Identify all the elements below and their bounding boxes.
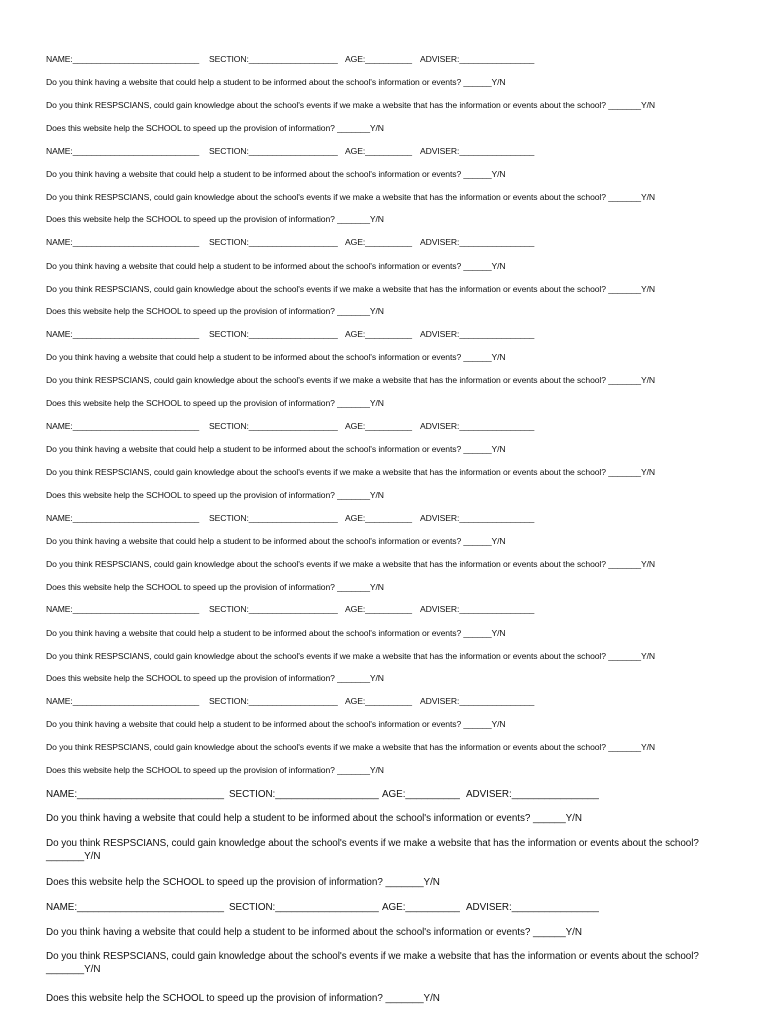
section-field[interactable]: SECTION:___________________ [209, 237, 338, 247]
section-field[interactable]: SECTION:___________________ [209, 604, 338, 614]
question-3: Does this website help the SCHOOL to speed up the provision of information? _______Y/N [46, 214, 384, 224]
section-field[interactable]: SECTION:___________________ [229, 789, 379, 800]
adviser-field[interactable]: ADVISER:________________ [420, 696, 535, 706]
question-3: Does this website help the SCHOOL to speed up the provision of information? _______Y/N [46, 993, 440, 1004]
age-field[interactable]: AGE:__________ [345, 329, 412, 339]
question-2: Do you think RESPSCIANS, could gain knowledge about the school's events if we make a website that has the information or events about the school? _______Y/N [46, 651, 655, 661]
question-3: Does this website help the SCHOOL to speed up the provision of information? _______Y/N [46, 673, 384, 683]
section-field[interactable]: SECTION:___________________ [209, 513, 338, 523]
name-field[interactable]: NAME:___________________________ [46, 513, 200, 523]
section-field[interactable]: SECTION:___________________ [209, 696, 338, 706]
adviser-field[interactable]: ADVISER:________________ [420, 329, 535, 339]
adviser-field[interactable]: ADVISER:________________ [420, 237, 535, 247]
question-1: Do you think having a website that could help a student to be informed about the school's information or events? ______Y/N [46, 169, 506, 179]
section-field[interactable]: SECTION:___________________ [209, 421, 338, 431]
adviser-field[interactable]: ADVISER:________________ [420, 421, 535, 431]
age-field[interactable]: AGE:__________ [345, 237, 412, 247]
question-3: Does this website help the SCHOOL to speed up the provision of information? _______Y/N [46, 306, 384, 316]
section-field[interactable]: SECTION:___________________ [229, 902, 379, 913]
question-3: Does this website help the SCHOOL to speed up the provision of information? _______Y/N [46, 490, 384, 500]
question-2: Do you think RESPSCIANS, could gain knowledge about the school's events if we make a website that has the information or events about the school? _______Y/N [46, 742, 655, 752]
question-1: Do you think having a website that could help a student to be informed about the school's information or events? ______Y/N [46, 352, 506, 362]
question-3: Does this website help the SCHOOL to speed up the provision of information? _______Y/N [46, 765, 384, 775]
name-field[interactable]: NAME:___________________________ [46, 789, 224, 800]
name-field[interactable]: NAME:___________________________ [46, 902, 224, 913]
name-field[interactable]: NAME:___________________________ [46, 696, 200, 706]
question-1: Do you think having a website that could help a student to be informed about the school's information or events? ______Y/N [46, 927, 582, 938]
age-field[interactable]: AGE:__________ [345, 604, 412, 614]
age-field[interactable]: AGE:__________ [345, 146, 412, 156]
age-field[interactable]: AGE:__________ [345, 54, 412, 64]
name-field[interactable]: NAME:___________________________ [46, 146, 200, 156]
question-3: Does this website help the SCHOOL to speed up the provision of information? _______Y/N [46, 877, 440, 888]
section-field[interactable]: SECTION:___________________ [209, 329, 338, 339]
name-field[interactable]: NAME:___________________________ [46, 54, 200, 64]
question-3: Does this website help the SCHOOL to speed up the provision of information? _______Y/N [46, 123, 384, 133]
adviser-field[interactable]: ADVISER:________________ [420, 513, 535, 523]
age-field[interactable]: AGE:__________ [345, 421, 412, 431]
question-2: Do you think RESPSCIANS, could gain knowledge about the school's events if we make a website that has the information or events about the school? _______Y/N [46, 284, 655, 294]
question-2: Do you think RESPSCIANS, could gain knowledge about the school's events if we make a website that has the information or events about the school? _______Y/N [46, 375, 655, 385]
question-1: Do you think having a website that could help a student to be informed about the school's information or events? ______Y/N [46, 813, 582, 824]
question-1: Do you think having a website that could help a student to be informed about the school's information or events? ______Y/N [46, 628, 506, 638]
section-field[interactable]: SECTION:___________________ [209, 146, 338, 156]
age-field[interactable]: AGE:__________ [345, 513, 412, 523]
age-field[interactable]: AGE:__________ [382, 902, 460, 913]
adviser-field[interactable]: ADVISER:________________ [466, 789, 599, 800]
age-field[interactable]: AGE:__________ [345, 696, 412, 706]
name-field[interactable]: NAME:___________________________ [46, 329, 200, 339]
question-2: Do you think RESPSCIANS, could gain knowledge about the school's events if we make a website that has the information or events about the school? _______Y/N [46, 838, 699, 862]
age-field[interactable]: AGE:__________ [382, 789, 460, 800]
question-2: Do you think RESPSCIANS, could gain knowledge about the school's events if we make a website that has the information or events about the school? _______Y/N [46, 559, 655, 569]
question-1: Do you think having a website that could help a student to be informed about the school's information or events? ______Y/N [46, 444, 506, 454]
section-field[interactable]: SECTION:___________________ [209, 54, 338, 64]
name-field[interactable]: NAME:___________________________ [46, 421, 200, 431]
question-2: Do you think RESPSCIANS, could gain knowledge about the school's events if we make a website that has the information or events about the school? _______Y/N [46, 467, 655, 477]
question-1: Do you think having a website that could help a student to be informed about the school's information or events? ______Y/N [46, 77, 506, 87]
question-1: Do you think having a website that could help a student to be informed about the school's information or events? ______Y/N [46, 719, 506, 729]
name-field[interactable]: NAME:___________________________ [46, 237, 200, 247]
question-1: Do you think having a website that could help a student to be informed about the school's information or events? ______Y/N [46, 536, 506, 546]
question-2: Do you think RESPSCIANS, could gain knowledge about the school's events if we make a website that has the information or events about the school? _______Y/N [46, 192, 655, 202]
question-2: Do you think RESPSCIANS, could gain knowledge about the school's events if we make a website that has the information or events about the school? _______Y/N [46, 100, 655, 110]
name-field[interactable]: NAME:___________________________ [46, 604, 200, 614]
question-2: Do you think RESPSCIANS, could gain knowledge about the school's events if we make a website that has the information or events about the school? _______Y/N [46, 951, 699, 975]
adviser-field[interactable]: ADVISER:________________ [420, 604, 535, 614]
question-3: Does this website help the SCHOOL to speed up the provision of information? _______Y/N [46, 582, 384, 592]
adviser-field[interactable]: ADVISER:________________ [420, 54, 535, 64]
adviser-field[interactable]: ADVISER:________________ [466, 902, 599, 913]
adviser-field[interactable]: ADVISER:________________ [420, 146, 535, 156]
question-3: Does this website help the SCHOOL to speed up the provision of information? _______Y/N [46, 398, 384, 408]
question-1: Do you think having a website that could help a student to be informed about the school's information or events? ______Y/N [46, 261, 506, 271]
